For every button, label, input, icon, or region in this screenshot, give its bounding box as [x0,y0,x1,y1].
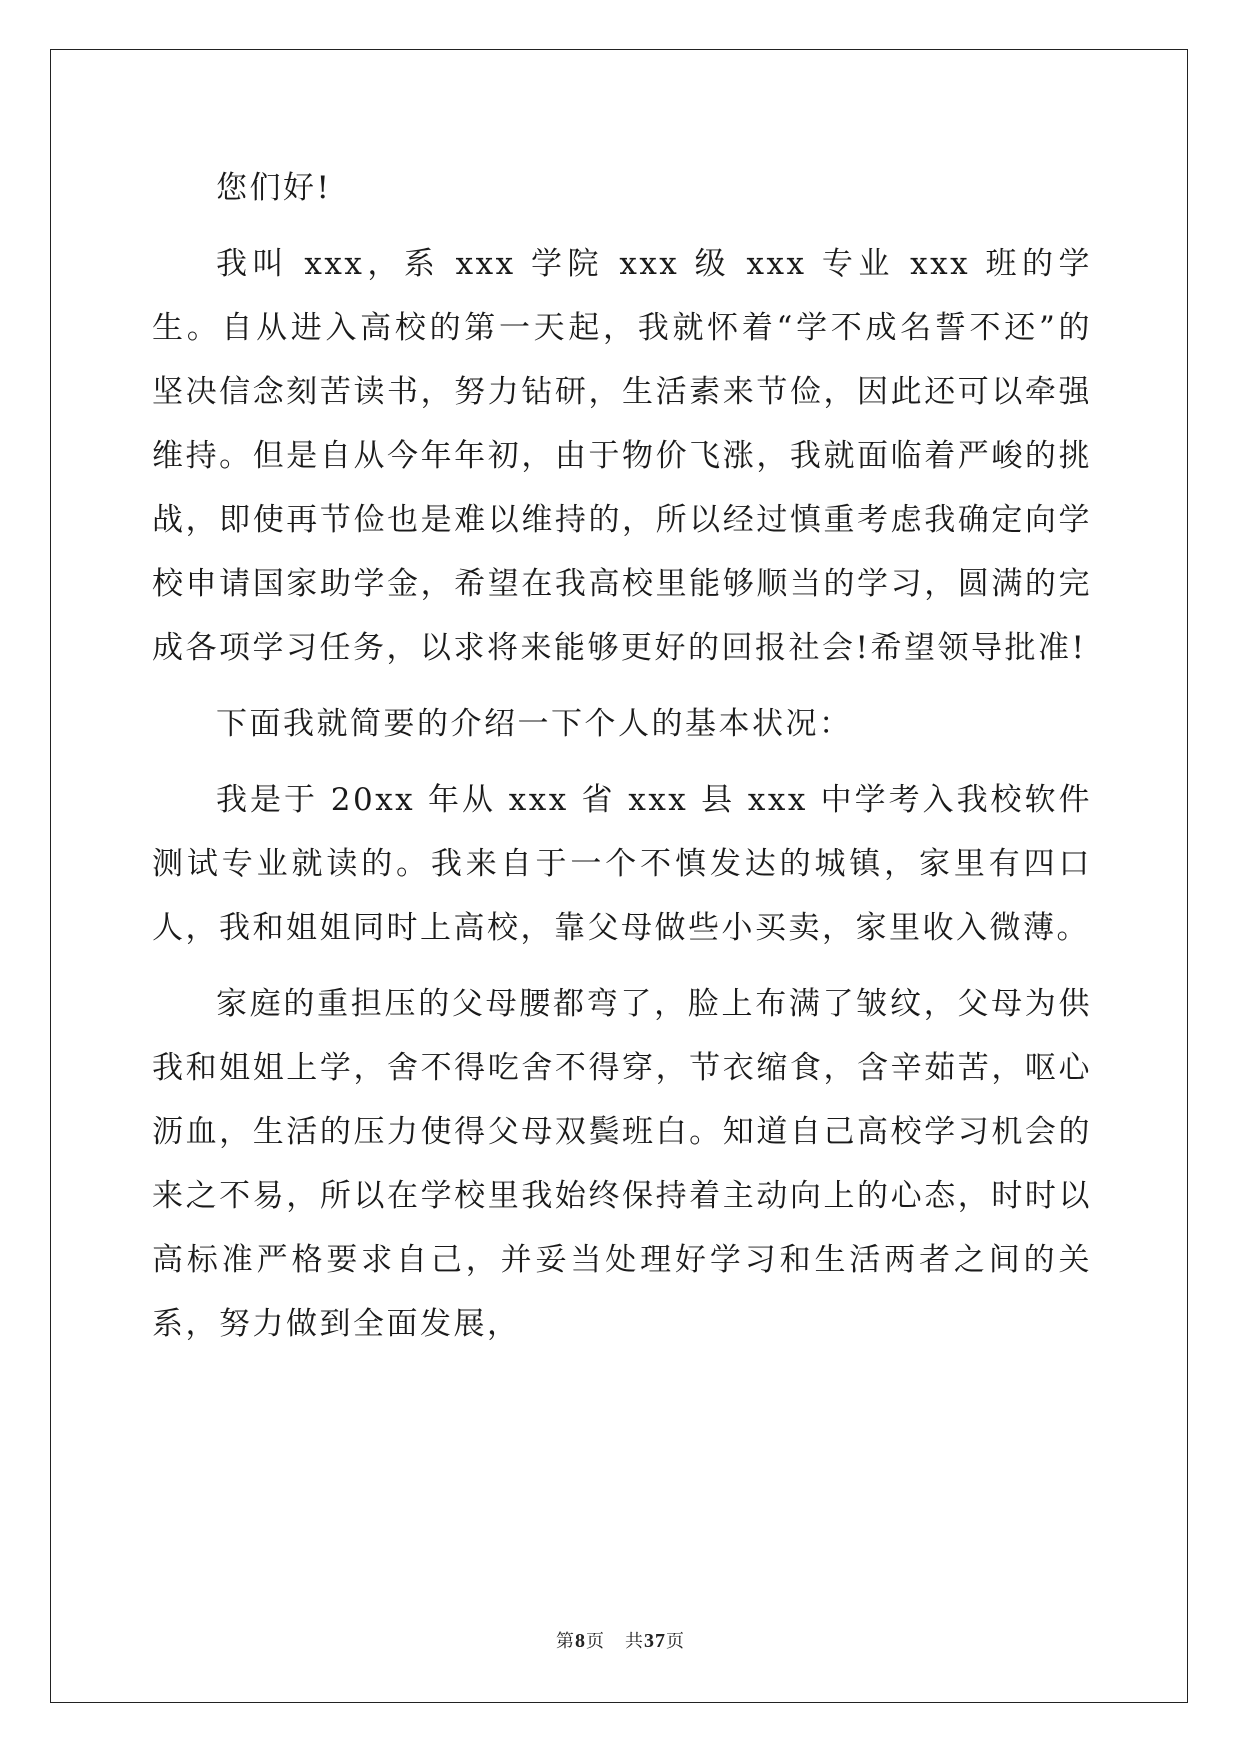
footer-total-prefix: 共 [625,1631,644,1652]
footer-total-pages: 37 [644,1630,666,1652]
document-body [152,156,1092,1368]
footer-page-number: 8 [575,1630,586,1652]
footer-page-suffix: 页 [586,1631,605,1652]
footer-page-prefix: 第 [556,1631,575,1652]
footer-total-suffix: 页 [666,1631,685,1652]
page-footer [0,1627,1241,1653]
paragraph-greeting: 您们好! [216,170,332,206]
paragraph-background: 我是于 20xx 年从 xxx 省 xxx 县 xxx 中学考入我校软件测试专业就读的。我来自于一个不慎发达的城镇，家里有四口人，我和姐姐同时上高校，靠父母做些小买卖，家里收入微薄。 [152,782,1092,946]
paragraph-introduction: 我叫 xxx，系 xxx 学院 xxx 级 xxx 专业 xxx 班的学生。自从进入高校的第一天起，我就怀着“学不成名誓不还”的坚决信念刻苦读书，努力钻研，生活素来节俭，因此还可以牵强维持。但是自从今年年初，由于物价飞涨，我就面临着严峻的挑战，即使再节俭也是难以维持的，所以经过慎重考虑我确定向学校申请国家助学金，希望在我高校里能够顺当的学习，圆满的完成各项学习任务，以求将来能够更好的回报社会!希望领导批准! [152,246,1092,666]
paragraph-transition: 下面我就简要的介绍一下个人的基本状况： [216,706,853,742]
paragraph-family: 家庭的重担压的父母腰都弯了，脸上布满了皱纹，父母为供我和姐姐上学，舍不得吃舍不得穿，节衣缩食，含辛茹苦，呕心沥血，生活的压力使得父母双鬓班白。知道自己高校学习机会的来之不易，所以在学校里我始终保持着主动向上的心态，时时以高标准严格要求自己，并妥当处理好学习和生活两者之间的关系，努力做到全面发展， [152,986,1092,1342]
